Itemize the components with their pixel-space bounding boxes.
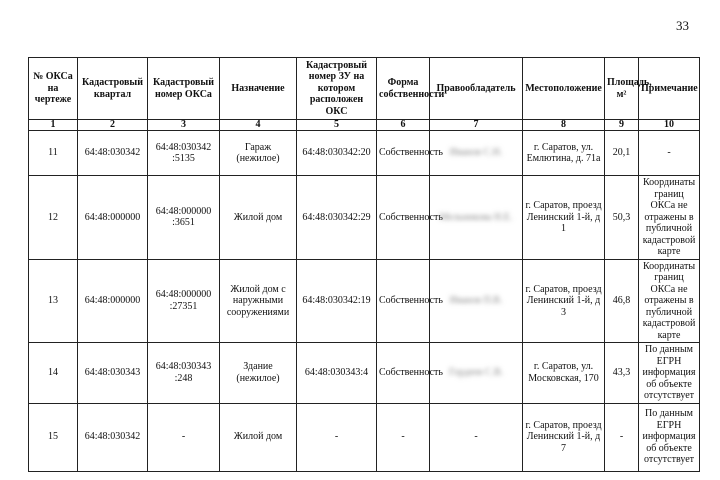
page-number: 33 — [676, 18, 689, 33]
cell-location: г. Саратов, ул. Московская, 170 — [523, 343, 605, 404]
cell-quarter: 64:48:000000 — [78, 259, 148, 343]
cell-location: г. Саратов, проезд Ленинский 1-й, д 7 — [523, 403, 605, 471]
column-number: 5 — [297, 120, 377, 131]
cell-no: 14 — [29, 343, 78, 404]
table-row — [29, 343, 700, 404]
table-row — [29, 176, 700, 260]
cell-no: 15 — [29, 403, 78, 471]
cell-no: 12 — [29, 176, 78, 260]
redacted-owner: Иванов П.В. — [449, 295, 503, 306]
cell-land-parcel: - — [297, 403, 377, 471]
cell-note: Координаты границ ОКСа не отражены в публичной кадастровой карте — [639, 176, 700, 260]
column-number: 1 — [29, 120, 78, 131]
cell-ownership: - — [377, 403, 430, 471]
cell-owner: - — [430, 403, 523, 471]
cell-land-parcel: 64:48:030342:20 — [297, 131, 377, 176]
cell-land-parcel: 64:48:030342:29 — [297, 176, 377, 260]
column-header: Площадь, м² — [605, 58, 639, 120]
column-header: Форма собственности — [377, 58, 430, 120]
table-row — [29, 403, 700, 471]
column-header: Местоположение — [523, 58, 605, 120]
redacted-owner: Иванов С.Н. — [449, 147, 503, 159]
column-header: Кадастровый квартал — [78, 58, 148, 120]
cell-quarter: 64:48:000000 — [78, 176, 148, 260]
cell-cadastral: 64:48:000000 :3651 — [148, 176, 220, 260]
oks-table — [28, 57, 700, 472]
cell-ownership: Собственность — [377, 343, 430, 404]
cell-ownership: Собственность — [377, 259, 430, 343]
cell-land-parcel: 64:48:030342:19 — [297, 259, 377, 343]
column-number: 3 — [148, 120, 220, 131]
table-row — [29, 259, 700, 343]
cell-location: г. Саратов, проезд Ленинский 1-й, д 1 — [523, 176, 605, 260]
header-row — [29, 58, 700, 120]
column-number: 6 — [377, 120, 430, 131]
cell-owner — [430, 176, 523, 260]
cell-owner — [430, 131, 523, 176]
column-header: Назначение — [220, 58, 297, 120]
cell-quarter: 64:48:030342 — [78, 131, 148, 176]
cell-area: 50,3 — [605, 176, 639, 260]
column-header: № ОКСа на чертеже — [29, 58, 78, 120]
cell-note: - — [639, 131, 700, 176]
cell-area: 46,8 — [605, 259, 639, 343]
column-number: 10 — [639, 120, 700, 131]
cell-purpose: Гараж (нежилое) — [220, 131, 297, 176]
cell-cadastral: 64:48:030342 :5135 — [148, 131, 220, 176]
cell-location: г. Саратов, ул. Емлютина, д. 71а — [523, 131, 605, 176]
column-number: 8 — [523, 120, 605, 131]
cell-area: 43,3 — [605, 343, 639, 404]
cell-purpose: Жилой дом — [220, 403, 297, 471]
cell-owner — [430, 259, 523, 343]
cell-quarter: 64:48:030342 — [78, 403, 148, 471]
column-header: Кадастровый номер ЗУ на котором расположен ОКС — [297, 58, 377, 120]
column-header: Примечание — [639, 58, 700, 120]
cell-cadastral: 64:48:000000 :27351 — [148, 259, 220, 343]
cell-no: 13 — [29, 259, 78, 343]
cell-cadastral: - — [148, 403, 220, 471]
cell-purpose: Жилой дом — [220, 176, 297, 260]
cell-land-parcel: 64:48:030343:4 — [297, 343, 377, 404]
cell-area: - — [605, 403, 639, 471]
column-header: Кадастровый номер ОКСа — [148, 58, 220, 120]
column-number: 7 — [430, 120, 523, 131]
column-number: 9 — [605, 120, 639, 131]
cell-location: г. Саратов, проезд Ленинский 1-й, д 3 — [523, 259, 605, 343]
cell-ownership: Собственность — [377, 176, 430, 260]
cell-owner — [430, 343, 523, 404]
cell-purpose: Здание (нежилое) — [220, 343, 297, 404]
column-number: 4 — [220, 120, 297, 131]
cell-area: 20,1 — [605, 131, 639, 176]
cell-note: По данным ЕГРН информация об объекте отсутствует — [639, 403, 700, 471]
redacted-owner: Мельникова Н.Е. — [439, 211, 513, 223]
cell-ownership: Собственность — [377, 131, 430, 176]
cell-no: 11 — [29, 131, 78, 176]
column-header: Правообладатель — [430, 58, 523, 120]
cell-note: По данным ЕГРН информация об объекте отсутствует — [639, 343, 700, 404]
cell-purpose: Жилой дом с наружными сооружениями — [220, 259, 297, 343]
table-row — [29, 131, 700, 176]
cell-quarter: 64:48:030343 — [78, 343, 148, 404]
cell-note: Координаты границ ОКСа не отражены в публичной кадастровой карте — [639, 259, 700, 343]
column-number: 2 — [78, 120, 148, 131]
column-number-row — [29, 120, 700, 131]
redacted-owner: Гордеев С.В. — [448, 367, 504, 378]
cell-cadastral: 64:48:030343 :248 — [148, 343, 220, 404]
